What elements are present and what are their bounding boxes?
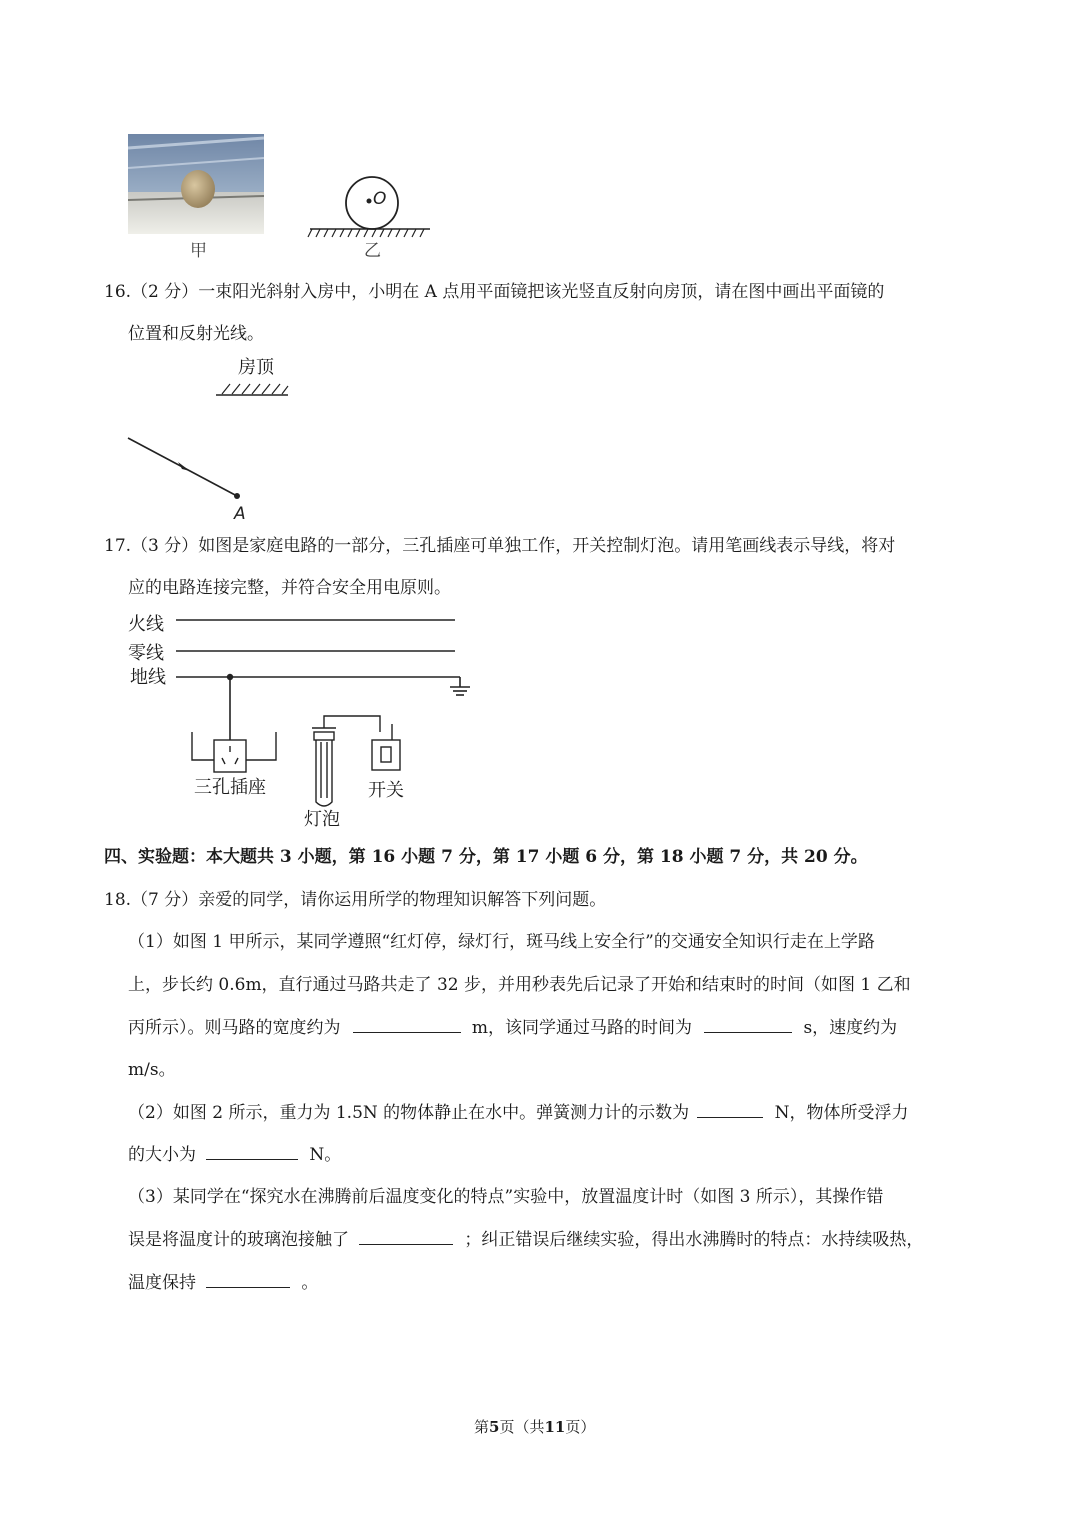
roof-hatching [222, 384, 288, 394]
q18-part3-text-d: 。 [301, 1273, 319, 1293]
q18-part3-line2 [128, 1228, 923, 1251]
footer-page-number: 5 [489, 1418, 500, 1436]
q18-intro: 18.（7 分）亲爱的同学，请你运用所学的物理知识解答下列问题。 [104, 890, 607, 910]
crossing-time-blank[interactable] [704, 1016, 792, 1033]
q18-part1-line2: 上，步长约 0.6m，直行通过马路共走了 32 步，并用秒表先后记录了开始和结束时的时间（如图 1 乙和 [128, 975, 911, 995]
footer-prefix: 第 [474, 1418, 490, 1436]
ground-hatching [308, 229, 424, 237]
thermometer-contact-blank[interactable] [359, 1228, 453, 1245]
page-footer [474, 1416, 595, 1438]
buoyancy-blank[interactable] [206, 1143, 298, 1160]
footer-total-pages: 11 [544, 1418, 566, 1436]
figure-15-circle-diagram [306, 176, 432, 240]
q18-part3-line1: （3）某同学在“探究水在沸腾前后温度变化的特点”实验中，放置温度计时（如图 3 所示），其操作错 [128, 1187, 884, 1207]
footer-middle: 页（共 [499, 1418, 545, 1436]
point-o-label: O [373, 189, 387, 209]
socket-label: 三孔插座 [194, 777, 266, 798]
figure-15-photo [128, 134, 264, 234]
figure-15-label-jia: 甲 [190, 241, 207, 261]
q18-part2-text-b: N，物体所受浮力 [774, 1103, 909, 1123]
q18-part3-text-b: ；纠正错误后继续实验，得出水沸腾时的特点：水持续吸热， [464, 1230, 924, 1250]
point-a-label: A [234, 504, 246, 522]
coin-photo-illustration [128, 134, 264, 234]
q16-text-line2: 位置和反射光线。 [128, 324, 264, 344]
q18-part2-text-c: 的大小为 [128, 1145, 196, 1165]
switch-label: 开关 [368, 780, 404, 801]
earth-symbol [450, 677, 470, 695]
q18-part3-line3 [128, 1271, 318, 1294]
q18-part2-text-a: （2）如图 2 所示，重力为 1.5N 的物体静止在水中。弹簧测力计的示数为 [128, 1103, 690, 1123]
q18-part2-line2 [128, 1143, 341, 1166]
q16-light-diagram [124, 380, 294, 522]
q16-roof-label: 房顶 [238, 357, 274, 378]
q18-part1-line4: m/s。 [128, 1060, 176, 1080]
figure-15-label-yi: 乙 [364, 241, 381, 261]
q18-part2-text-d: N。 [309, 1145, 342, 1165]
section-4-heading: 四、实验题：本大题共 3 小题，第 16 小题 7 分，第 17 小题 6 分，第 18 小题 7 分，共 20 分。 [104, 847, 868, 867]
spring-scale-reading-blank[interactable] [697, 1101, 763, 1118]
q18-part3-text-c: 温度保持 [128, 1273, 196, 1293]
bulb-label: 灯泡 [304, 809, 340, 830]
q16-text-line1: 16.（2 分）一束阳光斜射入房中，小明在 A 点用平面镜把该光竖直反射向房顶，请在图中画出平面镜的 [104, 282, 885, 302]
road-width-blank[interactable] [353, 1016, 461, 1033]
live-wire-label: 火线 [128, 614, 164, 635]
point-a-dot [234, 493, 240, 499]
q18-part1-text-c: s，速度约为 [803, 1018, 898, 1038]
q18-part2-line1 [128, 1101, 908, 1124]
q18-part1-text-b: m，该同学通过马路的时间为 [471, 1018, 693, 1038]
three-pin-socket [192, 732, 276, 772]
q17-text-line2: 应的电路连接完整，并符合安全用电原则。 [128, 578, 451, 598]
q18-part3-text-a: 误是将温度计的玻璃泡接触了 [128, 1230, 349, 1250]
temperature-blank[interactable] [206, 1271, 290, 1288]
wall-switch [372, 724, 400, 770]
q18-part1-text-a: 丙所示）。则马路的宽度约为 [128, 1018, 341, 1038]
q18-part1-line3 [128, 1016, 897, 1039]
ground-wire-label: 地线 [130, 667, 166, 688]
q17-text-line1: 17.（3 分）如图是家庭电路的一部分，三孔插座可单独工作，开关控制灯泡。请用笔画线表示导线，将对 [104, 536, 896, 556]
footer-suffix: 页） [565, 1418, 596, 1436]
center-dot [367, 199, 372, 204]
rolling-circle [346, 177, 398, 229]
neutral-wire-label: 零线 [128, 643, 164, 664]
q18-part1-line1: （1）如图 1 甲所示，某同学遵照“红灯停，绿灯行，斑马线上安全行”的交通安全知识行走在上学路 [128, 932, 875, 952]
